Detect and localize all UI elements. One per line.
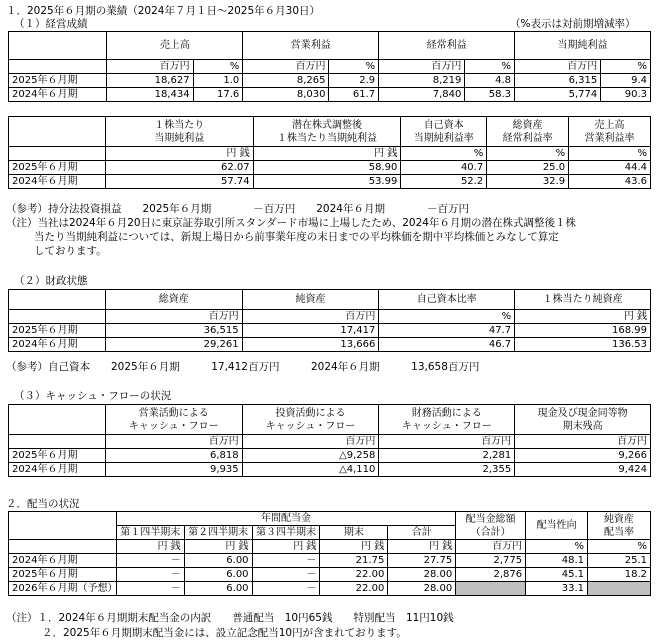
unit-cell: 百万円	[243, 60, 329, 74]
header-net-assets: 純資産	[242, 290, 379, 310]
value-cell: 28.00	[388, 568, 456, 582]
header-total: 合計	[388, 526, 456, 540]
cash-flow-table	[8, 404, 651, 477]
corner-cell	[9, 32, 107, 60]
value-cell: 90.3	[601, 88, 651, 102]
value-cell: －	[252, 568, 320, 582]
unit-cell: 百万円	[515, 435, 651, 449]
value-cell: 33.1	[526, 582, 588, 596]
unit-cell: 百万円	[105, 310, 242, 324]
table-row	[9, 554, 651, 568]
value-cell: 6,315	[515, 74, 601, 88]
value-cell: 27.75	[388, 554, 456, 568]
value-cell: －	[252, 582, 320, 596]
value-cell: 29,261	[105, 338, 242, 352]
value-cell: 8,030	[243, 88, 329, 102]
header-q1: 第１四半期末	[116, 526, 184, 540]
unit-cell: %	[601, 60, 651, 74]
unit-cell: 円 銭	[105, 147, 253, 161]
percent-note: （%表示は対前期増減率）	[510, 18, 636, 30]
value-cell: 2,281	[379, 449, 515, 463]
value-cell: 18.2	[588, 568, 651, 582]
value-cell: 6.00	[184, 582, 252, 596]
unit-cell: %	[401, 147, 487, 161]
unit-cell: %	[329, 60, 379, 74]
value-cell: 1.0	[193, 74, 243, 88]
value-cell: 9,266	[515, 449, 651, 463]
value-cell: △4,110	[242, 463, 379, 477]
unit-cell: %	[465, 60, 515, 74]
header-sales: 売上高	[107, 32, 243, 60]
header-operating-income: 営業利益	[243, 32, 379, 60]
unit-cell: 百万円	[515, 60, 601, 74]
unit-cell: %	[379, 310, 515, 324]
unit-cell: %	[569, 147, 651, 161]
section-heading-financial-position: （２）財政状態	[14, 275, 88, 287]
unit-cell: 百万円	[105, 435, 242, 449]
table-row	[9, 161, 651, 175]
value-cell: 25.0	[487, 161, 569, 175]
value-cell: 58.90	[253, 161, 401, 175]
header-year-end: 期末	[320, 526, 388, 540]
value-cell: 18,627	[107, 74, 193, 88]
unit-cell: %	[588, 540, 651, 554]
value-cell: －	[116, 568, 184, 582]
value-cell: 47.7	[379, 324, 515, 338]
shaded-cell	[456, 582, 526, 596]
shaded-cell	[588, 582, 651, 596]
value-cell: 9,424	[515, 463, 651, 477]
row-label: 2025年６月期	[9, 568, 117, 582]
header-q3: 第３四半期末	[252, 526, 320, 540]
value-cell: 21.75	[320, 554, 388, 568]
row-label: 2024年６月期	[9, 175, 106, 189]
value-cell: 17.6	[193, 88, 243, 102]
financial-position-table	[8, 289, 651, 352]
value-cell: 2,775	[456, 554, 526, 568]
value-cell: 25.1	[588, 554, 651, 568]
value-cell: △9,258	[242, 449, 379, 463]
unit-cell: 円 銭	[515, 310, 651, 324]
value-cell: 18,434	[107, 88, 193, 102]
unit-cell: 百万円	[242, 435, 379, 449]
unit-cell: 百万円	[379, 435, 515, 449]
value-cell: 57.74	[105, 175, 253, 189]
header-payout-ratio: 配当性向	[526, 512, 588, 540]
table-row	[9, 449, 651, 463]
table-row	[9, 74, 651, 88]
row-label: 2024年６月期	[9, 88, 107, 102]
value-cell: 5,774	[515, 88, 601, 102]
header-bps: １株当たり純資産	[515, 290, 651, 310]
header-dividend-on-equity: 純資産 配当率	[588, 512, 651, 540]
dividend-table	[8, 511, 651, 596]
value-cell: 2,355	[379, 463, 515, 477]
table-row	[9, 88, 651, 102]
header-eps: １株当たり 当期純利益	[105, 117, 253, 147]
value-cell: 32.9	[487, 175, 569, 189]
dividend-note-1: （注）１．2024年６月期期末配当金の内訳 普通配当 10円65銭 特別配当 11円10銭	[6, 612, 454, 624]
value-cell: 13,666	[242, 338, 379, 352]
section-heading-cash-flow: （３）キャッシュ・フローの状況	[14, 390, 172, 402]
value-cell: 46.7	[379, 338, 515, 352]
value-cell: 136.53	[515, 338, 651, 352]
value-cell: 62.07	[105, 161, 253, 175]
value-cell: 4.8	[465, 74, 515, 88]
value-cell: 2.9	[329, 74, 379, 88]
unit-cell: 円 銭	[252, 540, 320, 554]
header-operating-cf: 営業活動による キャッシュ・フロー	[105, 405, 242, 435]
per-share-table	[8, 116, 651, 189]
row-label: 2024年６月期	[9, 554, 117, 568]
header-net-income: 当期純利益	[515, 32, 651, 60]
equity-method-note: （参考）持分法投資損益 2025年６月期 －百万円 2024年６月期 －百万円	[6, 203, 469, 215]
table-row	[9, 175, 651, 189]
row-label: 2026年６月期（予想）	[9, 582, 117, 596]
unit-cell: 円 銭	[320, 540, 388, 554]
value-cell: 22.00	[320, 568, 388, 582]
unit-cell: 円 銭	[388, 540, 456, 554]
table-row	[9, 568, 651, 582]
value-cell: 44.4	[569, 161, 651, 175]
value-cell: 28.00	[388, 582, 456, 596]
table-row	[9, 463, 651, 477]
table-row	[9, 324, 651, 338]
section-heading-results: （１）経営成績	[14, 18, 88, 30]
header-operating-margin: 売上高 営業利益率	[569, 117, 651, 147]
header-cash-balance: 現金及び現金同等物 期末残高	[515, 405, 651, 435]
header-financing-cf: 財務活動による キャッシュ・フロー	[379, 405, 515, 435]
header-annual-dividend: 年間配当金	[116, 512, 455, 526]
equity-note: （参考）自己資本 2025年６月期 17,412百万円 2024年６月期 13,658百万円	[6, 361, 480, 373]
value-cell: 40.7	[401, 161, 487, 175]
unit-cell: %	[193, 60, 243, 74]
unit-cell: 円 銭	[253, 147, 401, 161]
listing-note-line2: 当たり当期純利益については、新規上場日から前事業年度の末日までの平均株価を期中平均株価とみなして算定	[34, 231, 559, 243]
value-cell: 48.1	[526, 554, 588, 568]
value-cell: 53.99	[253, 175, 401, 189]
value-cell: 9.4	[601, 74, 651, 88]
value-cell: －	[252, 554, 320, 568]
value-cell: 8,219	[379, 74, 465, 88]
row-label: 2025年６月期	[9, 324, 106, 338]
value-cell: 43.6	[569, 175, 651, 189]
unit-cell: 百万円	[242, 310, 379, 324]
row-label: 2025年６月期	[9, 74, 107, 88]
value-cell: 2,876	[456, 568, 526, 582]
table-row	[9, 338, 651, 352]
header-q2: 第２四半期末	[184, 526, 252, 540]
header-diluted-eps: 潜在株式調整後 １株当たり当期純利益	[253, 117, 401, 147]
row-label: 2024年６月期	[9, 463, 106, 477]
value-cell: 17,417	[242, 324, 379, 338]
value-cell: 168.99	[515, 324, 651, 338]
unit-cell: 円 銭	[116, 540, 184, 554]
value-cell: 7,840	[379, 88, 465, 102]
value-cell: －	[116, 554, 184, 568]
listing-note-line1: （注）当社は2024年６月20日に東京証券取引所スタンダード市場に上場したため、2024年６月期の潜在株式調整後１株	[6, 217, 576, 229]
header-ordinary-income: 経常利益	[379, 32, 515, 60]
value-cell: 61.7	[329, 88, 379, 102]
value-cell: 6.00	[184, 554, 252, 568]
value-cell: 6.00	[184, 568, 252, 582]
listing-note-line3: しております。	[34, 245, 107, 257]
header-equity-ratio: 自己資本比率	[379, 290, 515, 310]
table-row	[9, 582, 651, 596]
header-roa: 総資産 経常利益率	[487, 117, 569, 147]
unit-cell: %	[487, 147, 569, 161]
row-label: 2025年６月期	[9, 161, 106, 175]
value-cell: 36,515	[105, 324, 242, 338]
unit-cell: %	[526, 540, 588, 554]
value-cell: －	[116, 582, 184, 596]
section-heading-dividends: ２．配当の状況	[6, 498, 80, 510]
header-total-assets: 総資産	[105, 290, 242, 310]
unit-cell: 円 銭	[184, 540, 252, 554]
value-cell: 45.1	[526, 568, 588, 582]
row-label: 2025年６月期	[9, 449, 106, 463]
header-total-dividend: 配当金総額 （合計）	[456, 512, 526, 540]
row-label: 2024年６月期	[9, 338, 106, 352]
value-cell: 9,935	[105, 463, 242, 477]
unit-cell: 百万円	[456, 540, 526, 554]
value-cell: 6,818	[105, 449, 242, 463]
unit-cell: 百万円	[107, 60, 193, 74]
value-cell: 8,265	[243, 74, 329, 88]
value-cell: 52.2	[401, 175, 487, 189]
header-investing-cf: 投資活動による キャッシュ・フロー	[242, 405, 379, 435]
value-cell: 58.3	[465, 88, 515, 102]
header-roe: 自己資本 当期純利益率	[401, 117, 487, 147]
value-cell: 22.00	[320, 582, 388, 596]
unit-cell: 百万円	[379, 60, 465, 74]
page-title: １．2025年６月期の業績（2024年７月１日～2025年６月30日）	[6, 5, 321, 17]
dividend-note-2: ２．2025年６月期期末配当金には、設立記念配当10円が含まれております。	[42, 627, 407, 639]
results-table	[8, 31, 651, 102]
